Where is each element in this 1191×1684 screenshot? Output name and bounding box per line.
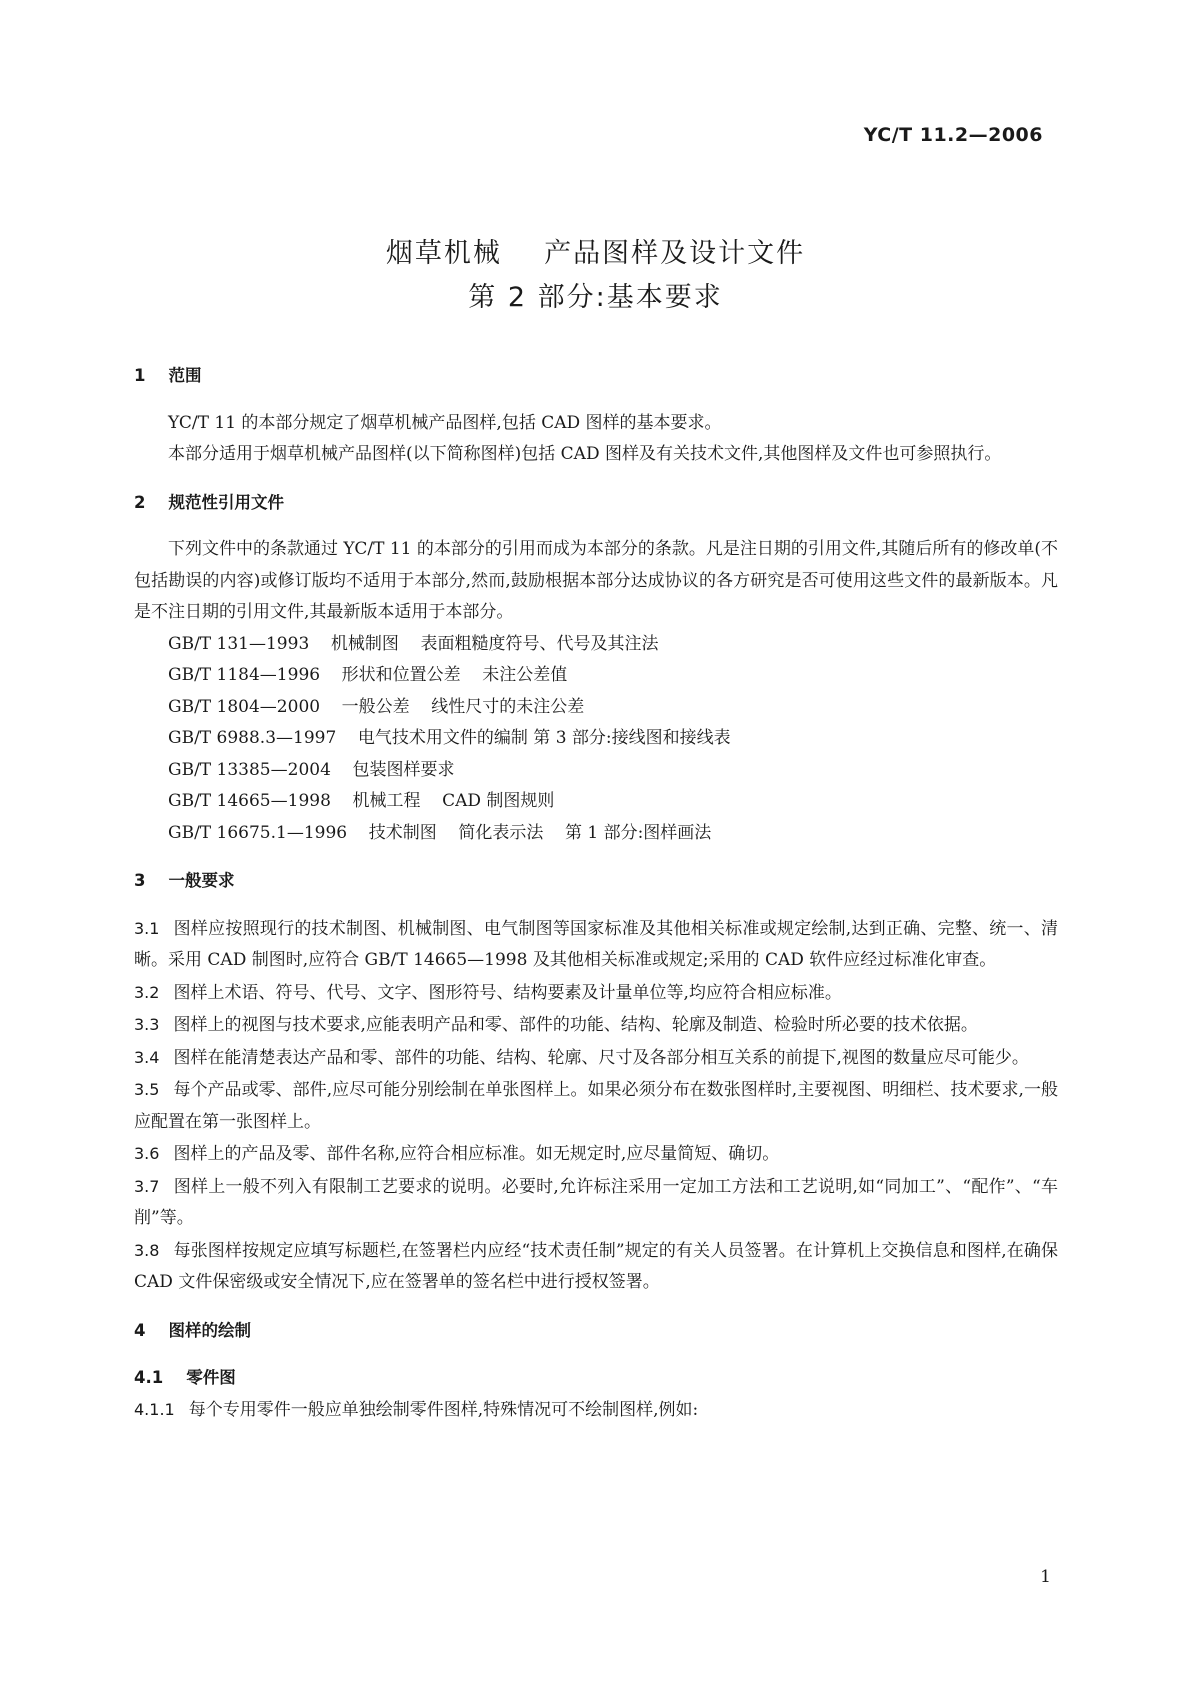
- clause-number: 3.7: [134, 1176, 160, 1196]
- reference-item: GB/T 13385—2004 包装图样要求: [168, 759, 455, 780]
- section-scope: [134, 360, 1058, 471]
- clause-number: 3.8: [134, 1240, 160, 1260]
- section-heading: 4 图样的绘制: [134, 1320, 251, 1340]
- reference-item: GB/T 1804—2000 一般公差 线性尺寸的未注公差: [168, 696, 585, 717]
- section-normative-references: [134, 487, 1058, 850]
- clause-text: 图样上术语、符号、代号、文字、图形符号、结构要素及计量单位等,均应符合相应标准。: [173, 982, 842, 1003]
- clause-text: 图样上的视图与技术要求,应能表明产品和零、部件的功能、结构、轮廓及制造、检验时所必要的技术依据。: [173, 1015, 978, 1035]
- clause-text: 每张图样按规定应填写标题栏,在签署栏内应经“技术责任制”规定的有关人员签署。在计算机上交换信息和图样,在确保 CAD 文件保密级或安全情况下,应在签署单的签名栏中进行授权签署。: [134, 1240, 1058, 1292]
- reference-item: GB/T 16675.1—1996 技术制图 简化表示法 第 1 部分:图样画法: [168, 822, 712, 843]
- clause: [134, 1042, 1058, 1075]
- clause-text: 图样在能清楚表达产品和零、部件的功能、结构、轮廓、尺寸及各部分相互关系的前提下,视图的数量应尽可能少。: [173, 1047, 1029, 1068]
- clause-number: 4.1.1: [134, 1399, 175, 1419]
- clause-number: 3.2: [134, 982, 160, 1002]
- clause: [134, 1235, 1058, 1299]
- paragraph: 下列文件中的条款通过 YC/T 11 的本部分的引用而成为本部分的条款。凡是注日期的引用文件,其随后所有的修改单(不包括勘误的内容)或修订版均不适用于本部分,然而,鼓励根据本部分达成协议的各方研究是否可使用这些文件的最新版本。凡是不注日期的引用文件,其最新版本适用于本部分。: [134, 539, 1058, 622]
- paragraph: YC/T 11 的本部分规定了烟草机械产品图样,包括 CAD 图样的基本要求。: [168, 412, 722, 433]
- standard-code: YC/T 11.2—2006: [863, 124, 1043, 146]
- clause: [134, 1138, 1058, 1171]
- clause-number: 3.3: [134, 1015, 160, 1034]
- clause-text: 图样上的产品及零、部件名称,应符合相应标准。如无规定时,应尽量简短、确切。: [173, 1144, 780, 1164]
- reference-item: GB/T 14665—1998 机械工程 CAD 制图规则: [168, 791, 555, 811]
- section-heading: 1 范围: [134, 366, 202, 385]
- subsection-heading: 4.1 零件图: [134, 1368, 236, 1387]
- section-heading: 3 一般要求: [134, 871, 235, 890]
- document-title-line1: 烟草机械 产品图样及设计文件: [385, 238, 806, 269]
- reference-item: GB/T 1184—1996 形状和位置公差 未注公差值: [168, 665, 568, 685]
- reference-item: GB/T 131—1993 机械制图 表面粗糙度符号、代号及其注法: [168, 633, 659, 654]
- clause: [134, 1171, 1058, 1235]
- reference-item: GB/T 6988.3—1997 电气技术用文件的编制 第 3 部分:接线图和接线表: [168, 728, 731, 748]
- clause-text: 每个产品或零、部件,应尽可能分别绘制在单张图样上。如果必须分布在数张图样时,主要视图、明细栏、技术要求,一般应配置在第一张图样上。: [134, 1080, 1058, 1132]
- document-body: [134, 360, 1058, 1436]
- clause-text: 图样应按照现行的技术制图、机械制图、电气制图等国家标准及其他相关标准或规定绘制,达到正确、完整、统一、清晰。采用 CAD 制图时,应符合 GB/T 14665—1998 及其他相关标准或规定;采用的 CAD 软件应经过标准化审查。: [134, 918, 1058, 970]
- document-title-line2: 第 2 部分:基本要求: [468, 282, 723, 313]
- clause: [134, 913, 1058, 977]
- clause-text: 图样上一般不列入有限制工艺要求的说明。必要时,允许标注采用一定加工方法和工艺说明,如“同加工”、“配作”、“车削”等。: [134, 1176, 1058, 1228]
- clause-number: 3.4: [134, 1047, 160, 1067]
- clause: [134, 1394, 1058, 1427]
- clause-number: 3.1: [134, 918, 160, 938]
- page-number: 1: [1040, 1567, 1051, 1587]
- section-heading: 2 规范性引用文件: [134, 492, 284, 512]
- clause: [134, 1074, 1058, 1138]
- clause: [134, 977, 1058, 1010]
- clause-number: 3.6: [134, 1144, 160, 1163]
- section-drawing-preparation: [134, 1315, 1058, 1427]
- clause-text: 每个专用零件一般应单独绘制零件图样,特殊情况可不绘制图样,例如:: [188, 1399, 699, 1420]
- paragraph: 本部分适用于烟草机械产品图样(以下简称图样)包括 CAD 图样及有关技术文件,其他图样及文件也可参照执行。: [168, 444, 1002, 464]
- section-general-requirements: [134, 865, 1058, 1299]
- clause: [134, 1009, 1058, 1042]
- clause-number: 3.5: [134, 1080, 160, 1099]
